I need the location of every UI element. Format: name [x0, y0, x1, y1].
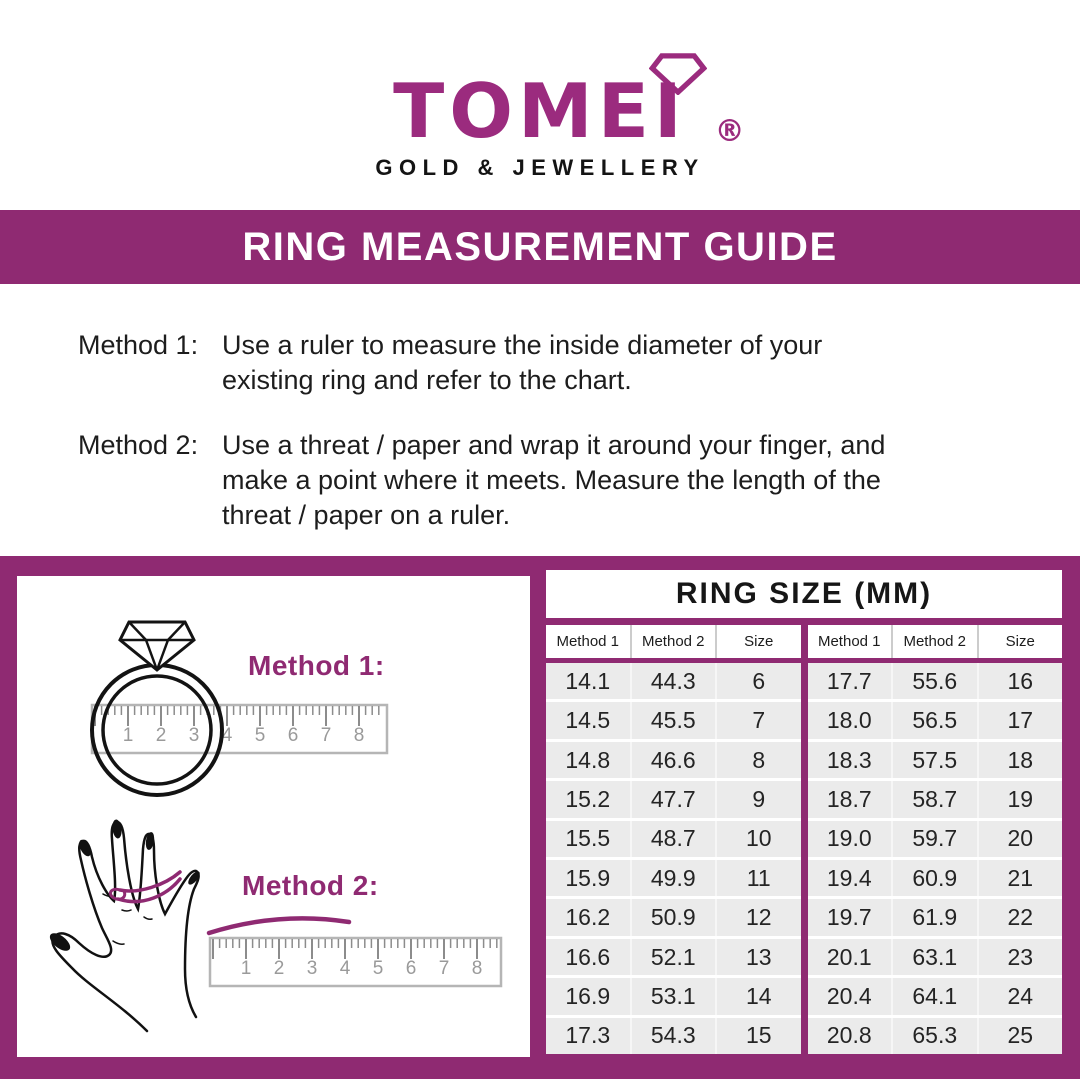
table-row — [808, 975, 1063, 1014]
instruction-method-label: Method 1: — [78, 330, 199, 360]
ruler-number: 8 — [353, 725, 365, 746]
ruler-number: 7 — [438, 958, 450, 979]
column-header: Method 2 — [630, 625, 716, 658]
table-cell: 6 — [715, 663, 801, 699]
diamond-icon — [649, 53, 707, 95]
table-row — [546, 739, 801, 778]
size-table-right — [808, 625, 1063, 1054]
ruler-number: 8 — [471, 958, 483, 979]
table-cell: 17 — [977, 702, 1063, 738]
ring-size-chart-panel — [546, 570, 1062, 1054]
column-header: Size — [715, 625, 801, 658]
table-cell: 64.1 — [891, 978, 977, 1014]
table-cell: 20.4 — [826, 982, 872, 1009]
brand-logo — [0, 67, 1080, 181]
table-cell: 50.9 — [630, 899, 716, 935]
table-row — [546, 936, 801, 975]
table-cell: 16.9 — [565, 982, 611, 1009]
column-header: Method 1 — [556, 633, 620, 650]
ruler-number: 4 — [221, 725, 233, 746]
table-cell: 15.5 — [565, 825, 611, 852]
table-cell: 54.3 — [630, 1018, 716, 1054]
page-title: RING MEASUREMENT GUIDE — [242, 224, 838, 269]
column-header: Method 2 — [891, 625, 977, 658]
size-table-left-body — [546, 663, 801, 1054]
ruler-number: 5 — [372, 958, 384, 979]
table-cell: 16 — [977, 663, 1063, 699]
size-table-right-body — [808, 663, 1063, 1054]
table-cell: 23 — [977, 939, 1063, 975]
table-cell: 14.8 — [565, 746, 611, 773]
ruler-method2 — [210, 938, 501, 986]
table-cell: 18.0 — [826, 707, 872, 734]
table-cell: 20.1 — [826, 943, 872, 970]
ruler-number: 3 — [188, 725, 200, 746]
method1-label: Method 1: — [248, 650, 385, 681]
brand-subtitle: GOLD & JEWELLERY — [375, 155, 705, 180]
table-cell: 63.1 — [891, 939, 977, 975]
chart-title: RING SIZE (MM) — [675, 577, 933, 610]
size-table-left-header — [546, 625, 801, 658]
size-table-left — [546, 625, 801, 1054]
table-cell: 22 — [977, 899, 1063, 935]
table-cell: 13 — [715, 939, 801, 975]
ruler-number: 5 — [254, 725, 266, 746]
table-cell: 53.1 — [630, 978, 716, 1014]
table-cell: 15.9 — [565, 864, 611, 891]
table-cell: 48.7 — [630, 821, 716, 857]
table-cell: 7 — [715, 702, 801, 738]
table-cell: 19.4 — [826, 864, 872, 891]
table-cell: 15 — [715, 1018, 801, 1054]
table-row — [546, 663, 801, 699]
table-cell: 16.2 — [565, 904, 611, 931]
instruction-text: Use a ruler to measure the inside diameter of your existing ring and refer to the chart. — [222, 330, 823, 395]
ruler-number: 1 — [240, 958, 252, 979]
title-banner — [0, 210, 1080, 284]
column-header: Method 1 — [817, 633, 881, 650]
table-cell: 59.7 — [891, 821, 977, 857]
table-cell: 14.1 — [565, 667, 611, 694]
table-row — [808, 818, 1063, 857]
ruler-number: 6 — [405, 958, 417, 979]
table-cell: 19.0 — [826, 825, 872, 852]
table-cell: 18.3 — [826, 746, 872, 773]
table-cell: 16.6 — [565, 943, 611, 970]
table-row — [546, 778, 801, 817]
ruler-number: 6 — [287, 725, 299, 746]
brand-logo-inner — [375, 67, 745, 181]
table-cell: 24 — [977, 978, 1063, 1014]
ruler-number: 7 — [320, 725, 332, 746]
instruction-block — [78, 328, 1040, 398]
table-cell: 8 — [715, 742, 801, 778]
table-row — [808, 699, 1063, 738]
table-cell: 12 — [715, 899, 801, 935]
table-row — [546, 1015, 801, 1054]
table-cell: 47.7 — [630, 781, 716, 817]
bottom-section — [0, 556, 1080, 1079]
table-cell: 18.7 — [826, 785, 872, 812]
ruler-number: 1 — [122, 725, 134, 746]
table-cell: 11 — [715, 860, 801, 896]
table-cell: 49.9 — [630, 860, 716, 896]
table-cell: 10 — [715, 821, 801, 857]
registered-trademark-icon: ® — [714, 114, 745, 149]
table-cell: 9 — [715, 781, 801, 817]
ruler-method1 — [92, 705, 387, 753]
table-cell: 57.5 — [891, 742, 977, 778]
table-cell: 18 — [977, 742, 1063, 778]
ruler-number: 4 — [339, 958, 351, 979]
table-cell: 65.3 — [891, 1018, 977, 1054]
table-cell: 58.7 — [891, 781, 977, 817]
table-cell: 21 — [977, 860, 1063, 896]
size-table-right-header — [808, 625, 1063, 658]
hand-icon — [47, 819, 202, 1031]
table-cell: 46.6 — [630, 742, 716, 778]
measured-thread-icon — [209, 918, 349, 933]
table-row — [808, 1015, 1063, 1054]
table-cell: 52.1 — [630, 939, 716, 975]
table-cell: 17.7 — [826, 667, 872, 694]
table-cell: 20 — [977, 821, 1063, 857]
instruction-method-label: Method 2: — [78, 430, 199, 460]
table-row — [808, 936, 1063, 975]
table-row — [808, 663, 1063, 699]
table-row — [546, 818, 801, 857]
instruction-text: Use a threat / paper and wrap it around your finger, and make a point where it meets. Measure the length of the threat / paper on a ruler. — [222, 430, 886, 530]
table-row — [546, 896, 801, 935]
table-cell: 45.5 — [630, 702, 716, 738]
methods-illustration-panel — [17, 576, 530, 1057]
ruler-number: 3 — [306, 958, 318, 979]
table-cell: 20.8 — [826, 1022, 872, 1049]
table-cell: 19 — [977, 781, 1063, 817]
table-cell: 19.7 — [826, 904, 872, 931]
brand-name: TOMEI — [393, 67, 687, 155]
table-row — [808, 739, 1063, 778]
table-row — [808, 896, 1063, 935]
instruction-block — [78, 428, 1040, 533]
table-row — [546, 857, 801, 896]
table-cell: 25 — [977, 1018, 1063, 1054]
table-cell: 61.9 — [891, 899, 977, 935]
table-cell: 14 — [715, 978, 801, 1014]
table-row — [546, 975, 801, 1014]
table-cell: 14.5 — [565, 707, 611, 734]
chart-title-box — [546, 570, 1062, 618]
ruler-number: 2 — [155, 725, 167, 746]
table-row — [808, 857, 1063, 896]
table-cell: 60.9 — [891, 860, 977, 896]
size-tables — [546, 625, 1062, 1054]
table-cell: 17.3 — [565, 1022, 611, 1049]
table-cell: 15.2 — [565, 785, 611, 812]
instructions-section — [78, 328, 1040, 563]
methods-illustration — [17, 576, 530, 1057]
table-row — [546, 699, 801, 738]
table-row — [808, 778, 1063, 817]
table-cell: 44.3 — [630, 663, 716, 699]
table-cell: 55.6 — [891, 663, 977, 699]
ruler-number: 2 — [273, 958, 285, 979]
method2-label: Method 2: — [242, 870, 379, 901]
column-header: Size — [977, 625, 1063, 658]
table-cell: 56.5 — [891, 702, 977, 738]
